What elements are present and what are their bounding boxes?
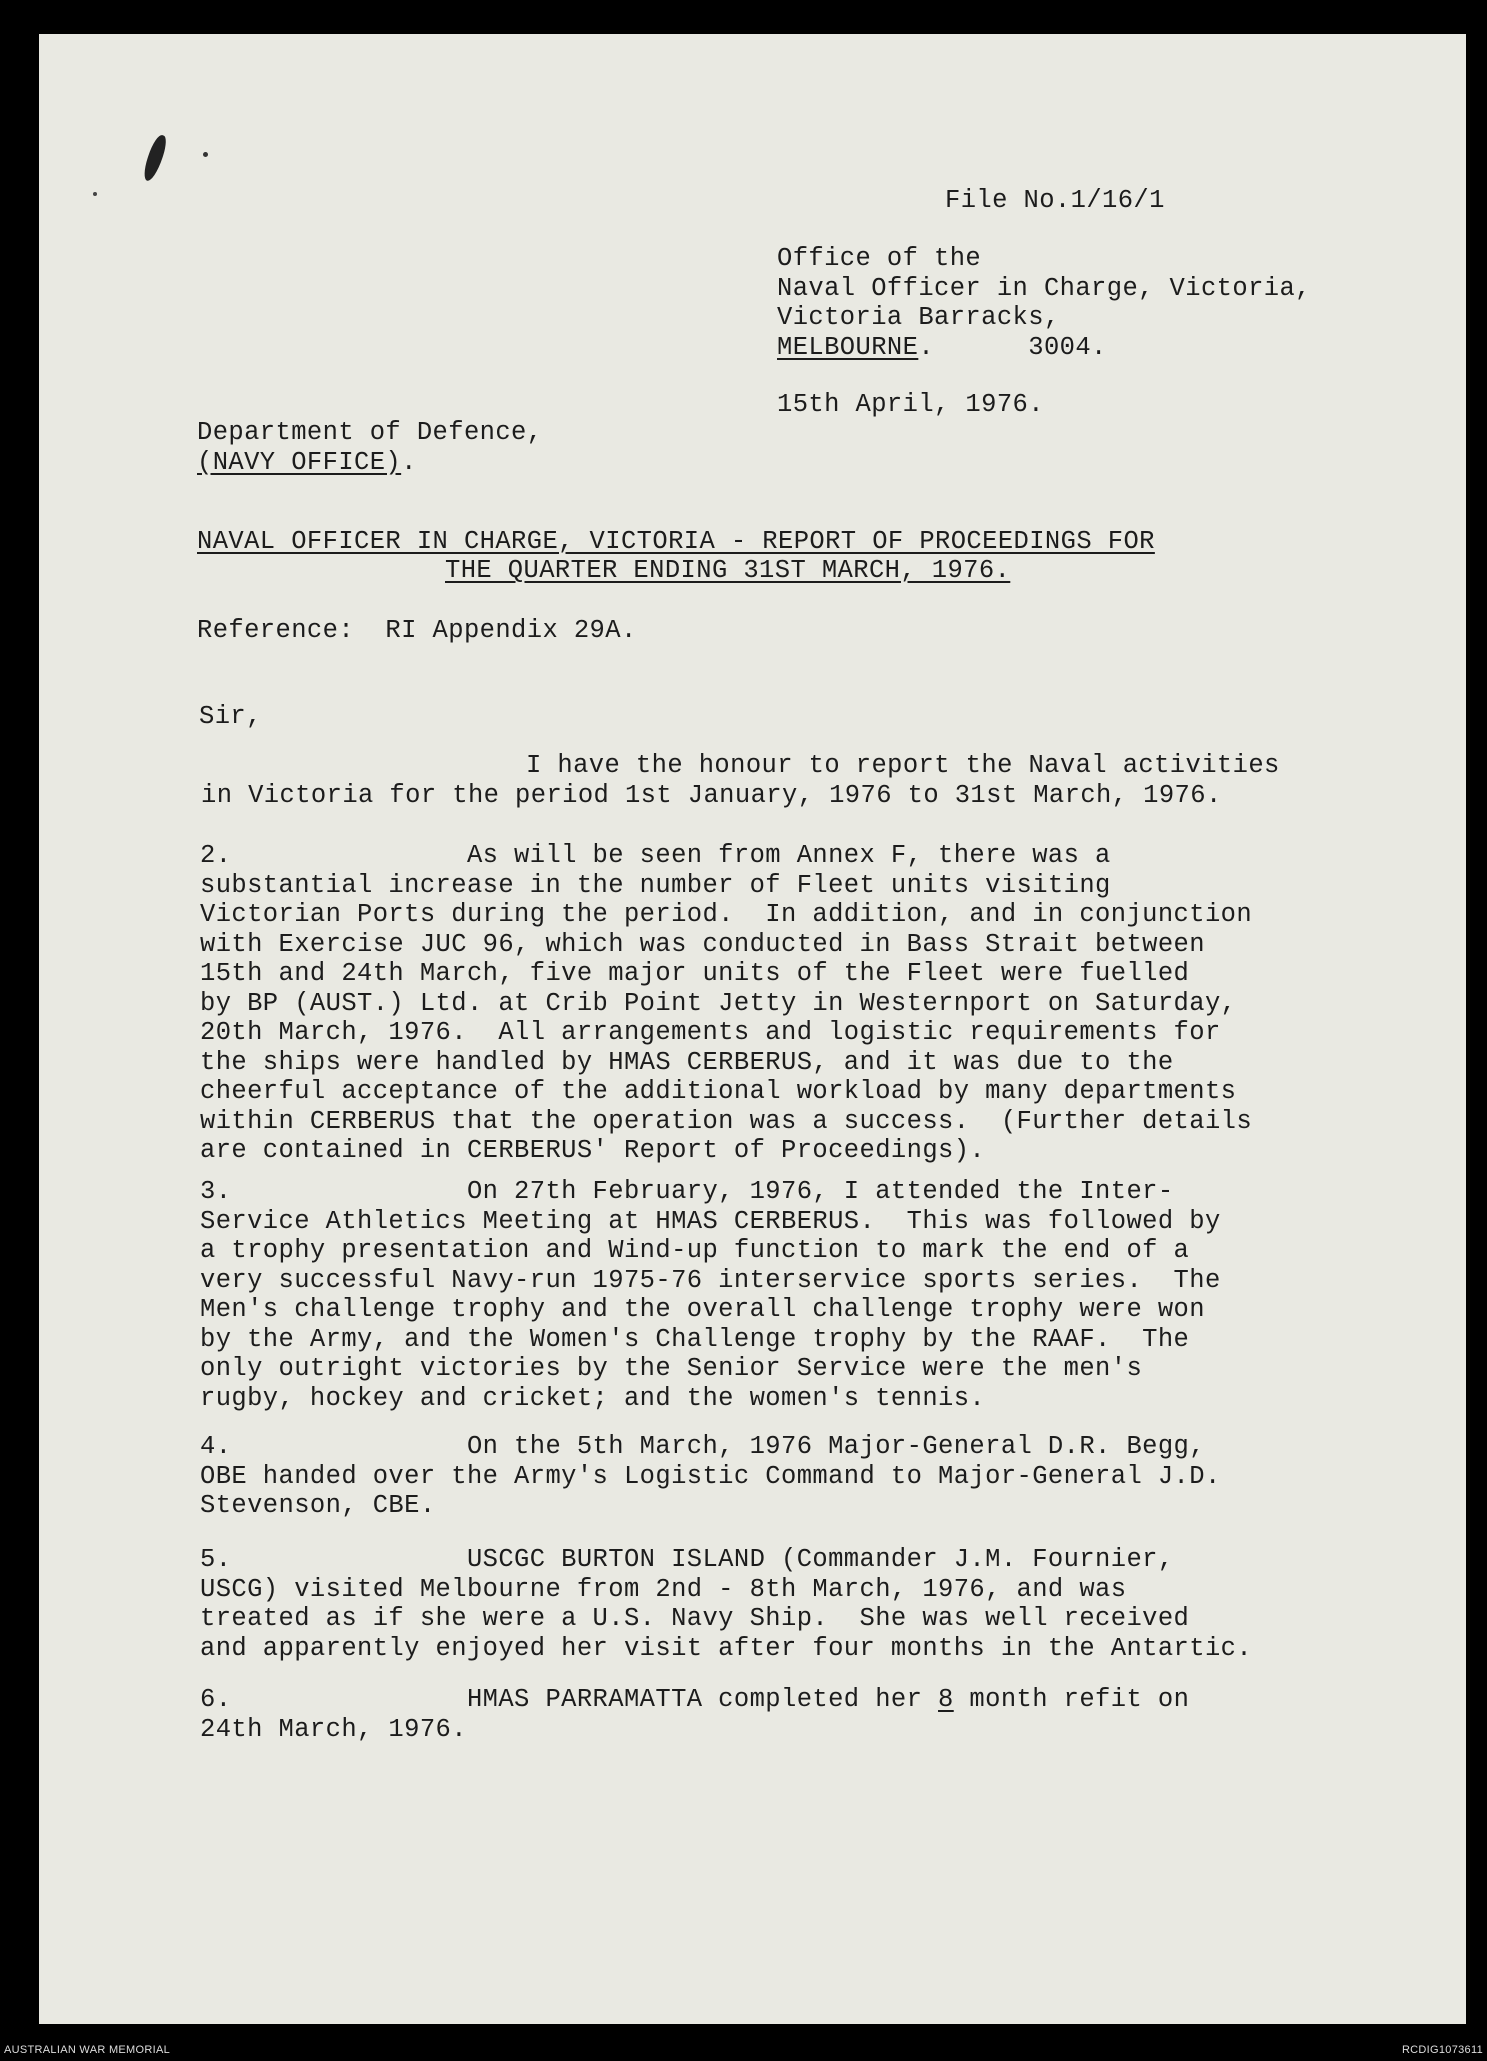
paragraph-line: by the Army, and the Women's Challenge trophy by the RAAF. The <box>200 1324 1190 1354</box>
address-city: MELBOURNE <box>777 332 919 362</box>
addressee-office: (NAVY OFFICE) <box>197 447 402 477</box>
paragraph-6 <box>200 1685 1189 1744</box>
paragraph-line: 3. On 27th February, 1976, I attended the Inter- <box>200 1177 1174 1206</box>
subject-line-1: NAVAL OFFICER IN CHARGE, VICTORIA - REPORT OF PROCEEDINGS FOR <box>197 527 1155 556</box>
archive-credit: AUSTRALIAN WAR MEMORIAL <box>4 2044 171 2056</box>
paragraph-line: very successful Navy-run 1975-76 interservice sports series. The <box>200 1265 1221 1295</box>
addressee-line-2 <box>197 448 542 478</box>
addressee-punct: . <box>401 447 417 477</box>
addressee-line: Department of Defence, <box>197 418 543 447</box>
paragraph-3 <box>200 1177 1221 1413</box>
paragraph-line: OBE handed over the Army's Logistic Command to Major-General J.D. <box>200 1461 1221 1491</box>
refit-duration: 8 <box>938 1685 954 1714</box>
address-postcode: . 3004. <box>918 332 1107 362</box>
letter-date: 15th April, 1976. <box>777 390 1044 419</box>
paragraph-line: 20th March, 1976. All arrangements and logistic requirements for <box>200 1018 1221 1047</box>
paragraph-4 <box>200 1432 1221 1521</box>
paragraph-line: only outright victories by the Senior Service were the men's <box>200 1354 1143 1383</box>
addressee <box>197 418 542 477</box>
paragraph-line: USCG) visited Melbourne from 2nd - 8th March, 1976, and was <box>200 1574 1127 1604</box>
paragraph-line: with Exercise JUC 96, which was conducted in Bass Strait between <box>200 929 1205 959</box>
paragraph-5 <box>200 1545 1252 1663</box>
address-city-line <box>777 333 1311 363</box>
paragraph-text: 6. HMAS PARRAMATTA completed her <box>200 1685 939 1714</box>
subject-line-2: THE QUARTER ENDING 31ST MARCH, 1976. <box>445 556 1011 585</box>
paragraph-line: 5. USCGC BURTON ISLAND (Commander J.M. Fournier, <box>200 1545 1174 1574</box>
paragraph-line: treated as if she were a U.S. Navy Ship. She was well received <box>200 1604 1190 1633</box>
reference-line: Reference: RI Appendix 29A. <box>197 616 637 645</box>
paragraph-line: cheerful acceptance of the additional workload by many departments <box>200 1077 1237 1106</box>
paragraph-line: a trophy presentation and Wind-up function to mark the end of a <box>200 1236 1190 1265</box>
paragraph-line: are contained in CERBERUS' Report of Proceedings). <box>200 1136 986 1165</box>
paragraph-line: Stevenson, CBE. <box>200 1491 436 1520</box>
ink-speck <box>203 152 208 157</box>
sender-address <box>777 244 1311 362</box>
paragraph-1-line: I have the honour to report the Naval activities <box>526 751 1280 780</box>
paragraph-line: 4. On the 5th March, 1976 Major-General D.R. Begg, <box>200 1432 1205 1461</box>
paragraph-line: 15th and 24th March, five major units of the Fleet were fuelled <box>200 959 1190 988</box>
paragraph-2 <box>200 841 1252 1166</box>
paragraph-line: 24th March, 1976. <box>200 1714 467 1744</box>
file-number: File No.1/16/1 <box>945 186 1165 215</box>
paragraph-line: rugby, hockey and cricket; and the women's tennis. <box>200 1383 986 1413</box>
paragraph-line: Men's challenge trophy and the overall challenge trophy were won <box>200 1295 1205 1324</box>
paragraph-line: substantial increase in the number of Fleet units visiting <box>200 870 1111 900</box>
paragraph-text: month refit on <box>953 1685 1190 1714</box>
address-line: Office of the <box>777 244 982 273</box>
paragraph-line: within CERBERUS that the operation was a success. (Further details <box>200 1106 1253 1136</box>
paragraph-line: the ships were handled by HMAS CERBERUS, and it was due to the <box>200 1047 1174 1077</box>
paragraph-line <box>200 1685 1189 1715</box>
address-line: Victoria Barracks, <box>777 303 1060 332</box>
paragraph-line: Victorian Ports during the period. In addition, and in conjunction <box>200 900 1253 929</box>
ink-speck <box>93 192 97 196</box>
archive-id: RCDIG1073611 <box>1401 2044 1483 2056</box>
paragraph-line: and apparently enjoyed her visit after four months in the Antartic. <box>200 1633 1253 1663</box>
paragraph-line: 2. As will be seen from Annex F, there was a <box>200 841 1111 870</box>
paragraph-1-line: in Victoria for the period 1st January, 1976 to 31st March, 1976. <box>201 781 1222 810</box>
salutation: Sir, <box>199 702 262 731</box>
paragraph-line: Service Athletics Meeting at HMAS CERBERUS. This was followed by <box>200 1206 1221 1236</box>
paragraph-line: by BP (AUST.) Ltd. at Crib Point Jetty in Westernport on Saturday, <box>200 988 1237 1018</box>
address-line: Naval Officer in Charge, Victoria, <box>777 273 1311 303</box>
